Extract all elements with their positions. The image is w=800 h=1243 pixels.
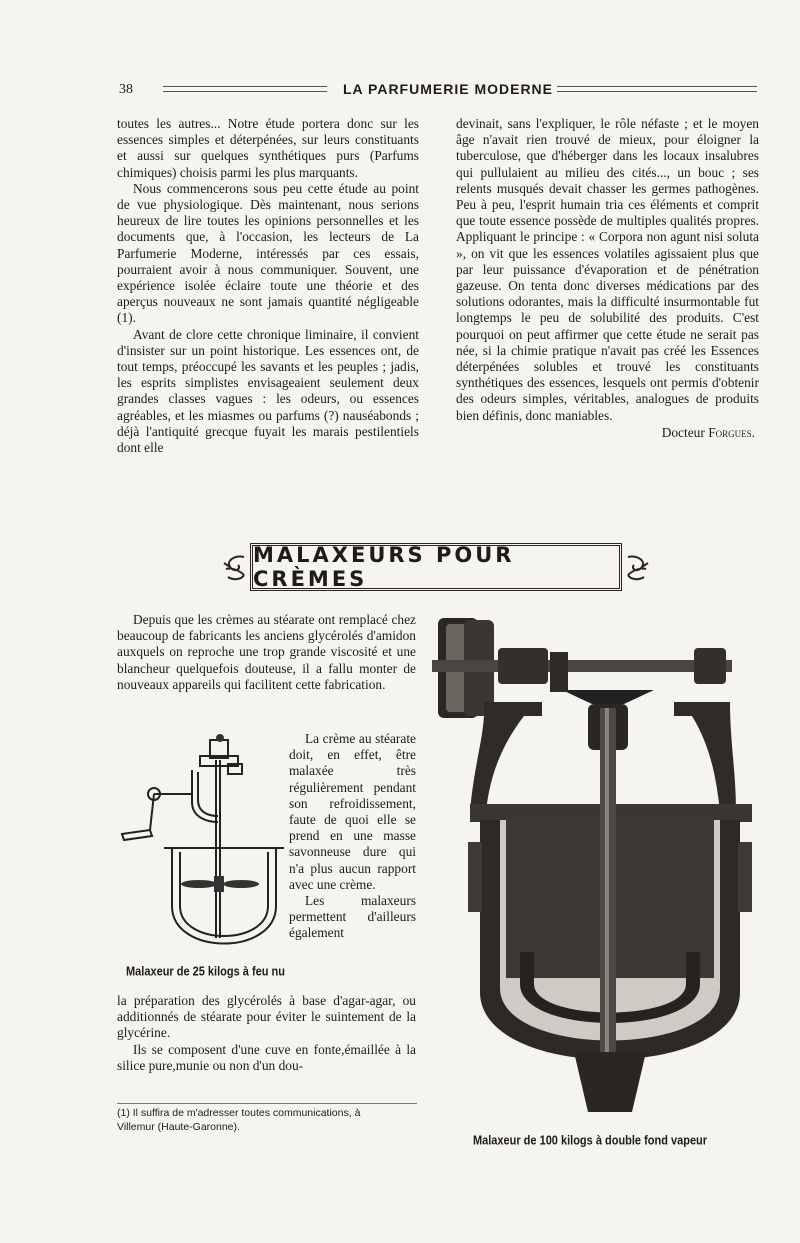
page-number: 38 — [119, 82, 133, 97]
signature-prefix: Docteur — [661, 424, 705, 440]
header-rule-left — [163, 86, 327, 92]
left-ornament-icon — [222, 553, 248, 583]
left-column-bottom — [117, 612, 416, 693]
footnote — [117, 1103, 417, 1134]
right-column-top — [456, 116, 759, 441]
right-ornament-icon — [624, 553, 650, 583]
footnote-line-1: (1) Il suffira de m'adresser toutes communications, à — [117, 1107, 361, 1119]
final-paragraph: Ils se composent d'une cuve en fonte,émaillée à la silice pure,munie ou non d'un dou- — [117, 1041, 416, 1073]
running-header — [115, 80, 760, 102]
footnote-line-2: Villemur (Haute-Garonne). — [117, 1121, 240, 1133]
paragraph-4: devinait, sans l'expliquer, le rôle néfaste ; et le moyen âge n'avait rien trouvé de mieux, pour éloigner la tuberculose, que d'héberger dans les locaux insalubres qui pullulaient au milieu des cités..., un bouc ; ses relents musqués devait chasser les germes pathogènes. Peu à peu, l'esprit humain tria ces éléments et comprit que toute essence possède de multiples qualités propres. Appliquant le principe : « Corpora non agunt nisi soluta », on vit que les essences volatiles agissaient plus que par leur puissance d'évaporation et de pénétration gazeuse. On tenta donc diverses médications par des solutions odorantes, mais la difficulté insurmontable fut longtemps le peu de solubilité des produits. C'est pourquoi on peut affirmer que cette étude ne serait pas née, si la chimie pratique n'avait pas créé les Essences déterpénées solubles et trouvé les constituants synthétiques des essences, lesquels ont permis d'obtenir des odeurs simples, véritables, analogues de produits bien définis, donc maniables. — [456, 116, 759, 423]
left-column-top — [117, 116, 419, 456]
signature-name: Forgues. — [708, 424, 755, 440]
paragraph-1: toutes les autres... Notre étude portera donc sur les essences simples et déterpénées, sur leurs constituants et aussi sur quelques synthétiques purs (Parfums chimiques) choisis parmi les plus marquants. — [117, 116, 419, 180]
wrapped-text-column — [289, 731, 416, 942]
small-figure-caption: Malaxeur de 25 kilogs à feu nu — [126, 965, 285, 979]
continued-paragraph: la préparation des glycérolés à base d'agar-agar, ou additionnés de stéarate pour éviter le suintement de la glycérine. — [117, 993, 416, 1041]
large-mixer-illustration — [424, 612, 762, 1130]
paragraph-2: Nous commencerons sous peu cette étude au point de vue physiologique. Dès maintenant, nous serions heureux de lire toutes les opinions personnelles et les documents que, à l'occasion, les lecteurs de La Parfumerie Moderne, intéressés par ces essais, pourraient avoir à nous communiquer. Souvent, une expérience isolée éclaire toute une théorie et des aperçus nouveaux ne sont jamais quantité négligeable (1). — [117, 180, 419, 326]
intro-paragraph: Depuis que les crèmes au stéarate ont remplacé chez beaucoup de fabricants les anciens glycérolés d'amidon auxquels on reproche une trop grande viscosité et une blancheur quelquefois douteuse, il a fallu monter de nouveaux appareils qui facilitent cette fabrication. — [117, 612, 416, 692]
wrapped-paragraph-2: Les malaxeurs permettent d'ailleurs également — [289, 893, 416, 941]
section-heading — [222, 541, 652, 595]
large-figure-caption: Malaxeur de 100 kilogs à double fond vapeur — [472, 1134, 708, 1148]
lower-text-block — [117, 993, 416, 1074]
running-title: LA PARFUMERIE MODERNE — [343, 81, 553, 97]
small-mixer-illustration — [114, 730, 284, 962]
title-frame — [250, 543, 622, 591]
header-rule-right — [557, 86, 757, 92]
wrapped-paragraph-1: La crème au stéarate doit, en effet, être malaxée très régulièrement pendant son refroidissement, faute de quoi elle se prend en une masse savonneuse dure qui n'a plus aucun rapport avec une crème. — [289, 731, 416, 892]
author-signature — [456, 425, 759, 441]
section-title: MALAXEURS POUR CRÈMES — [253, 543, 515, 591]
paragraph-3: Avant de clore cette chronique liminaire, il convient d'insister sur un point historique. Les essences ont, de tout temps, préoccupé les savants et les peuples ; jadis, les esprits simplistes envisageaient seulement deux grandes classes vagues : les odeurs, ou essences agréables, et les miasmes ou parfums (?) nauséabonds ; déjà l'antiquité grecque fuyait les marais pestilentiels dont elle — [117, 326, 419, 456]
